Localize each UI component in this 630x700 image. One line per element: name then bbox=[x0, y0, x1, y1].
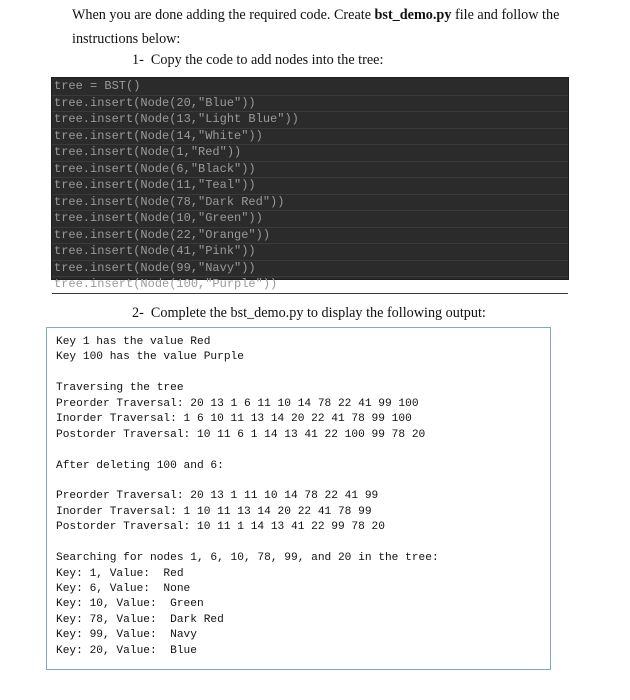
output-postorder: Postorder Traversal: 10 11 6 1 14 13 41 22 100 99 78 20 bbox=[56, 428, 426, 441]
output-search-result: Key: 6, Value: None bbox=[56, 583, 191, 595]
intro-paragraph bbox=[72, 3, 592, 51]
step1-text: Copy the code to add nodes into the tree: bbox=[150, 52, 384, 68]
output-postorder-after: Postorder Traversal: 10 11 1 14 13 41 22 99 78 20 bbox=[56, 521, 385, 534]
output-inorder: Inorder Traversal: 1 6 10 11 13 14 20 22 41 78 99 100 bbox=[56, 413, 412, 426]
output-delete-heading: After deleting 100 and 6: bbox=[56, 459, 224, 472]
output-search-result: Key: 99, Value: Navy bbox=[56, 629, 197, 642]
output-blank-line bbox=[56, 443, 550, 458]
step1-number: 1- bbox=[132, 52, 144, 68]
output-key-line: Key 1 has the value Red bbox=[56, 336, 211, 348]
output-preorder: Preorder Traversal: 20 13 1 6 11 10 14 78 22 41 99 100 bbox=[56, 397, 419, 410]
code-line-insert: tree.insert(Node(10,"Green")) bbox=[52, 211, 568, 228]
output-traverse-heading: Traversing the tree bbox=[56, 382, 184, 395]
code-line-insert: tree.insert(Node(14,"White")) bbox=[52, 129, 568, 146]
output-blank-line bbox=[56, 366, 550, 381]
output-search-result: Key: 10, Value: Green bbox=[56, 598, 204, 611]
code-line-insert: tree.insert(Node(20,"Blue")) bbox=[52, 96, 568, 113]
intro-text-part2: file and follow the instructions below: bbox=[72, 7, 560, 47]
code-line-insert: tree.insert(Node(100,"Purple")) bbox=[52, 277, 568, 294]
output-search-result: Key: 78, Value: Dark Red bbox=[56, 613, 224, 626]
code-line-insert: tree.insert(Node(11,"Teal")) bbox=[52, 178, 568, 195]
output-box bbox=[46, 327, 551, 670]
output-blank-line bbox=[56, 474, 550, 489]
code-line-insert: tree.insert(Node(41,"Pink")) bbox=[52, 244, 568, 261]
step2-heading bbox=[132, 302, 486, 324]
output-blank-line bbox=[56, 536, 550, 551]
code-block bbox=[51, 77, 569, 291]
code-line-bst-init: tree = BST() bbox=[52, 79, 568, 96]
intro-text-part1: When you are done adding the required code. Create bbox=[72, 7, 375, 23]
output-search-result: Key: 1, Value: Red bbox=[56, 567, 184, 580]
output-search-result: Key: 20, Value: Blue bbox=[56, 644, 197, 657]
step2-text: Complete the bst_demo.py to display the following output: bbox=[150, 305, 486, 321]
intro-filename: bst_demo.py bbox=[374, 7, 452, 23]
step2-number: 2- bbox=[132, 305, 144, 321]
output-search-heading: Searching for nodes 1, 6, 10, 78, 99, and 20 in the tree: bbox=[56, 552, 439, 565]
code-line-insert: tree.insert(Node(1,"Red")) bbox=[52, 145, 568, 162]
output-inorder-after: Inorder Traversal: 1 10 11 13 14 20 22 41 78 99 bbox=[56, 505, 372, 518]
step1-heading bbox=[132, 49, 383, 71]
code-line-insert: tree.insert(Node(99,"Navy")) bbox=[52, 261, 568, 278]
output-key-line: Key 100 has the value Purple bbox=[56, 351, 244, 364]
output-preorder-after: Preorder Traversal: 20 13 1 11 10 14 78 22 41 99 bbox=[56, 490, 379, 503]
code-line-insert: tree.insert(Node(13,"Light Blue")) bbox=[52, 112, 568, 129]
code-line-insert: tree.insert(Node(78,"Dark Red")) bbox=[52, 195, 568, 212]
code-line-insert: tree.insert(Node(22,"Orange")) bbox=[52, 228, 568, 245]
code-line-insert: tree.insert(Node(6,"Black")) bbox=[52, 162, 568, 179]
